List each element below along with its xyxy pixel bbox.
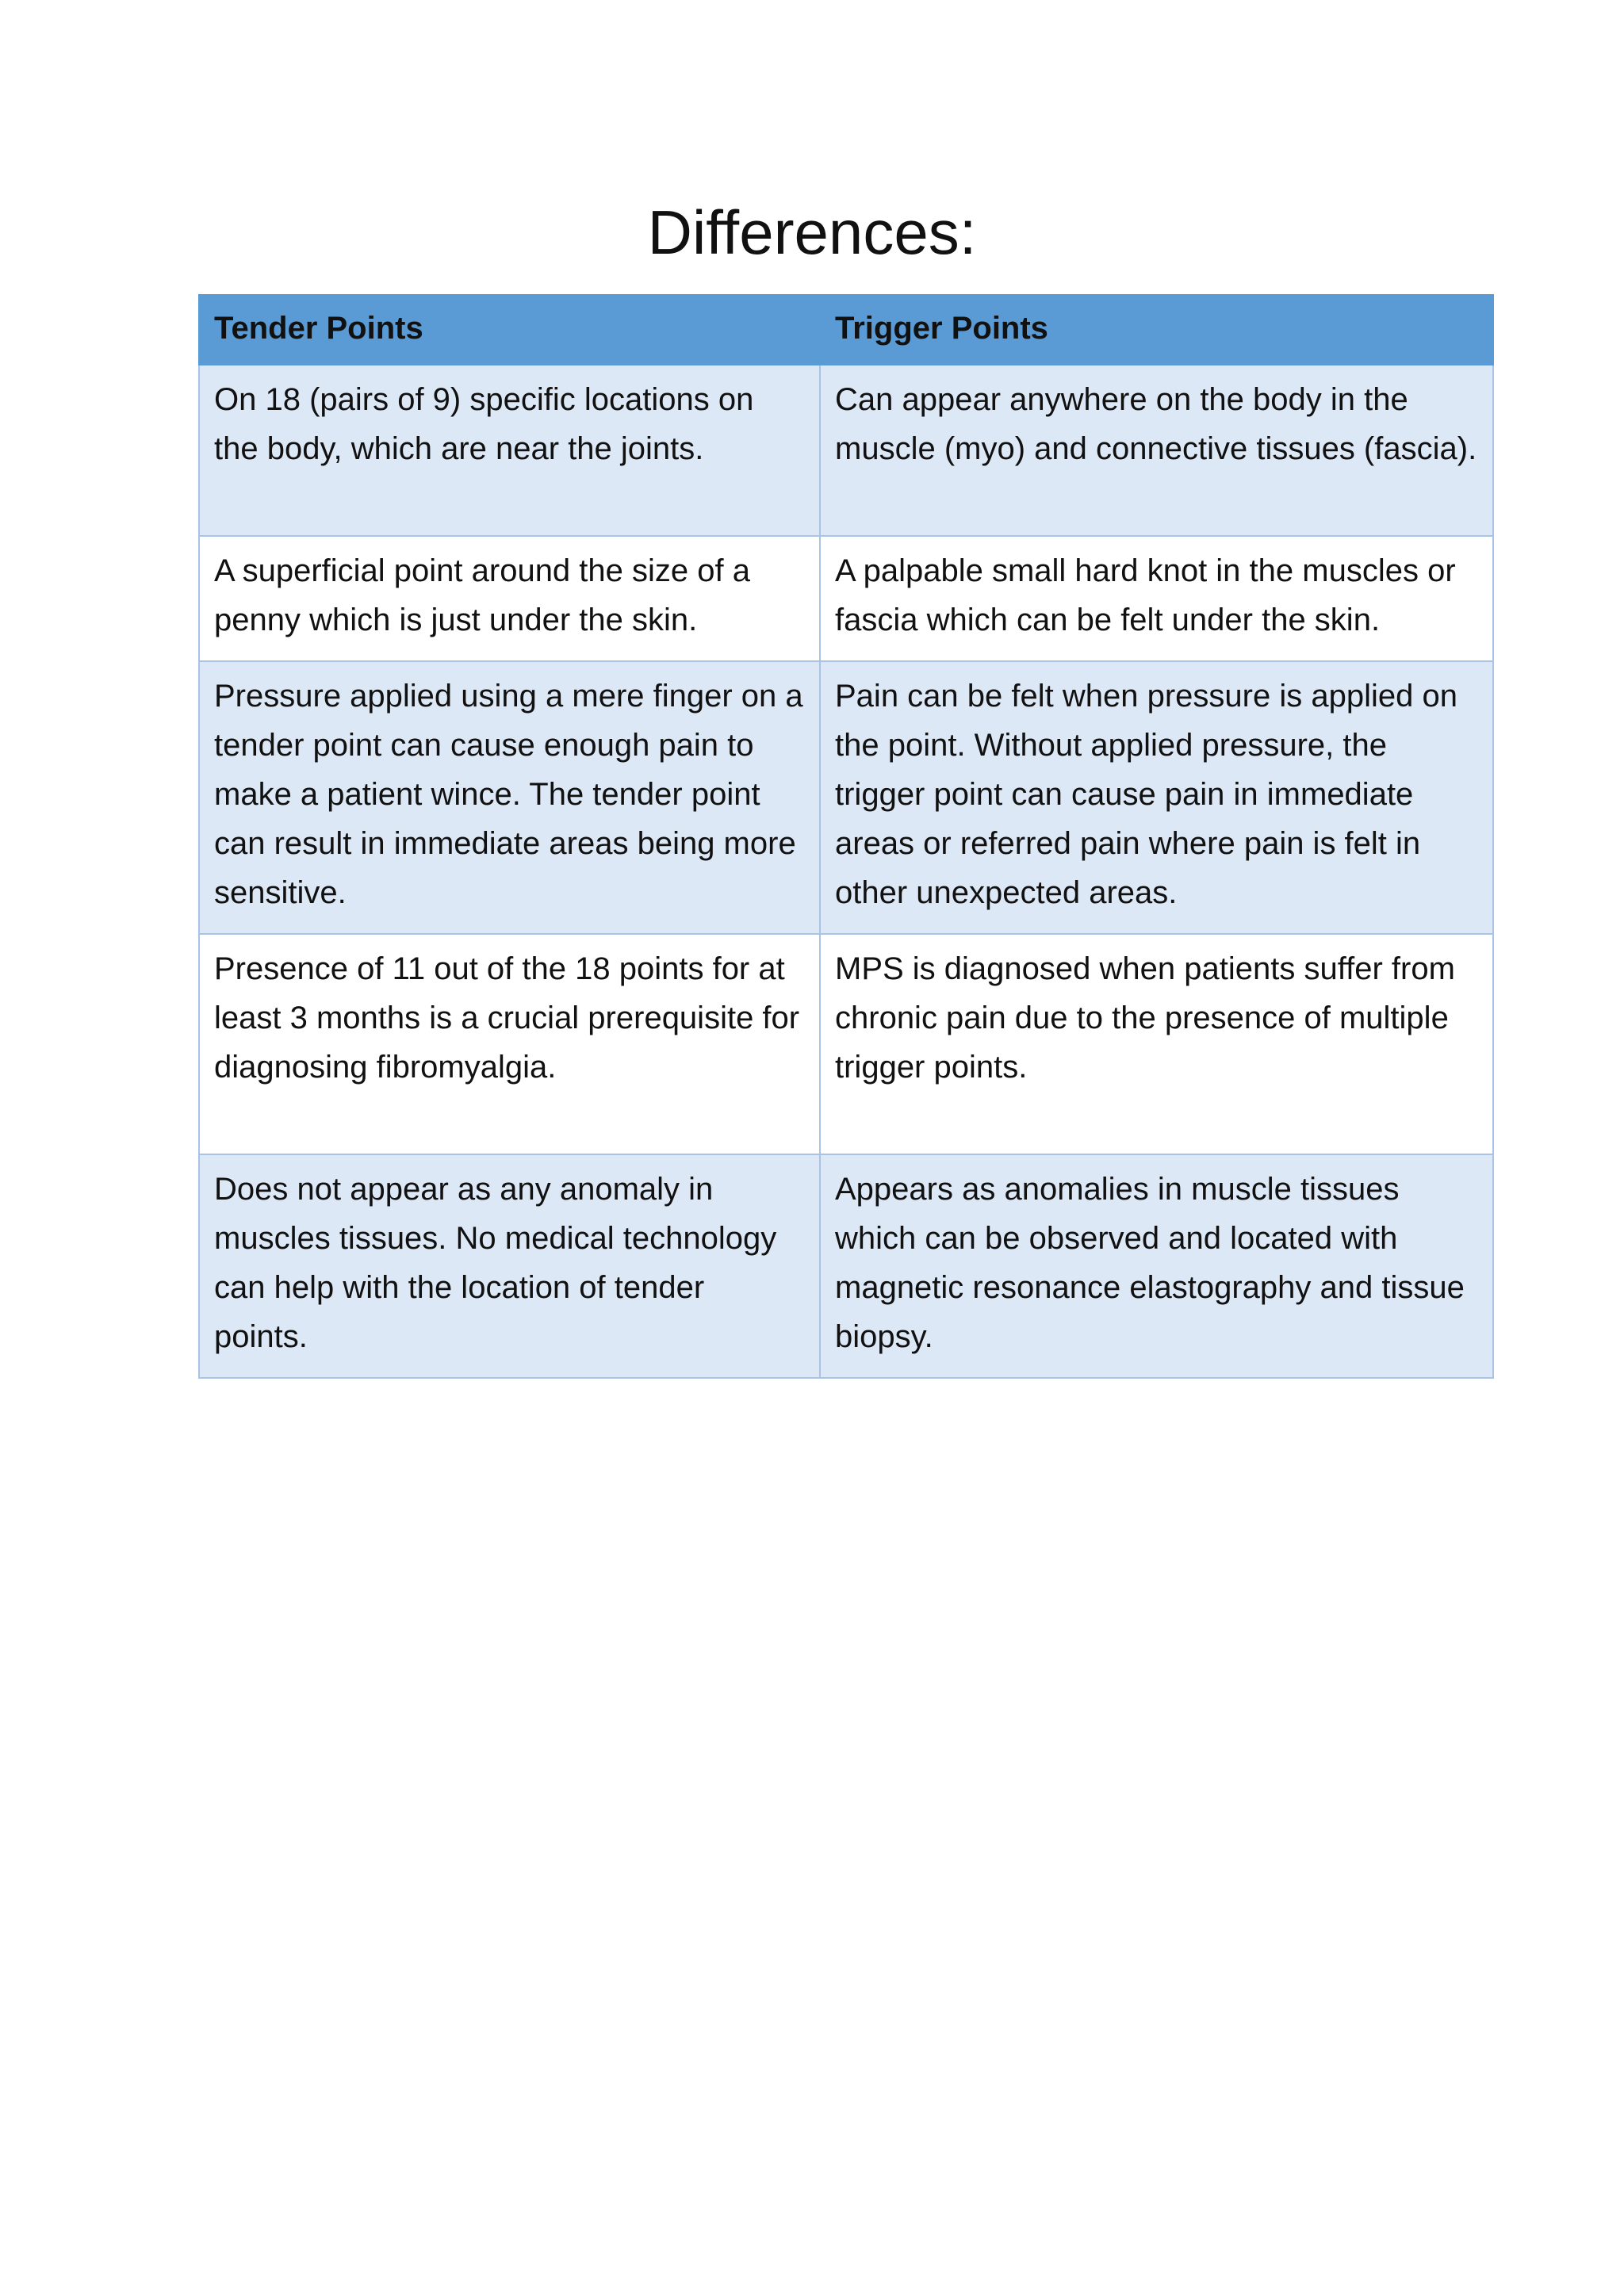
page-title: Differences: — [647, 197, 977, 267]
column-header-tender-points: Tender Points — [199, 295, 820, 365]
table-header-row — [199, 295, 1493, 365]
table-row — [199, 365, 1493, 536]
tender-point-cell: On 18 (pairs of 9) specific locations on the body, which are near the joints. — [199, 365, 820, 536]
table-row — [199, 934, 1493, 1154]
tender-point-cell: Does not appear as any anomaly in muscles tissues. No medical technology can help with the location of tender points. — [199, 1154, 820, 1378]
table-row — [199, 661, 1493, 934]
tender-point-cell: Pressure applied using a mere finger on a tender point can cause enough pain to make a patient wince. The tender point can result in immediate areas being more sensitive. — [199, 661, 820, 934]
trigger-point-cell: A palpable small hard knot in the muscles or fascia which can be felt under the skin. — [820, 536, 1493, 661]
column-header-trigger-points: Trigger Points — [820, 295, 1493, 365]
trigger-point-cell: Can appear anywhere on the body in the muscle (myo) and connective tissues (fascia). — [820, 365, 1493, 536]
trigger-point-cell: Appears as anomalies in muscle tissues which can be observed and located with magnetic resonance elastography and tissue biopsy. — [820, 1154, 1493, 1378]
trigger-point-cell: Pain can be felt when pressure is applied on the point. Without applied pressure, the trigger point can cause pain in immediate areas or referred pain where pain is felt in other unexpected areas. — [820, 661, 1493, 934]
tender-point-cell: Presence of 11 out of the 18 points for at least 3 months is a crucial prerequisite for diagnosing fibromyalgia. — [199, 934, 820, 1154]
differences-table — [198, 294, 1494, 1379]
table-row — [199, 536, 1493, 661]
tender-point-cell: A superficial point around the size of a penny which is just under the skin. — [199, 536, 820, 661]
table-row — [199, 1154, 1493, 1378]
trigger-point-cell: MPS is diagnosed when patients suffer from chronic pain due to the presence of multiple trigger points. — [820, 934, 1493, 1154]
